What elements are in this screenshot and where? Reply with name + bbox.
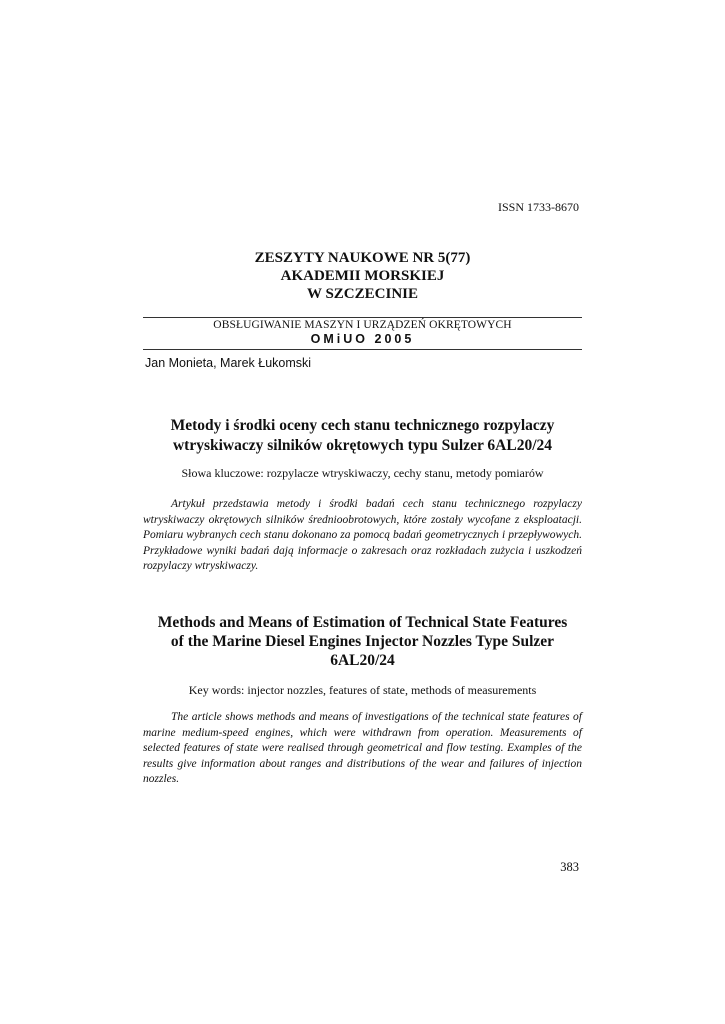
- top-rule: [143, 317, 582, 318]
- series-code: OMiUO 2005: [310, 332, 415, 346]
- journal-title-line-2: AKADEMII MORSKIEJ: [280, 268, 445, 284]
- page-number: 383: [560, 860, 579, 874]
- journal-title-line-1: ZESZYTY NAUKOWE NR 5(77): [254, 250, 471, 266]
- english-abstract: The article shows methods and means of investigations of the technical state features of marine medium-speed engines, which were withdrawn from operation. Measurements of selected features of state were realised through geometrical and flow testing. Examples of the results give information about ranges and distributions of the wear and failures of injection nozzles.: [143, 711, 582, 786]
- journal-title-line-3: W SZCZECINIE: [306, 286, 418, 302]
- polish-keywords: Słowa kluczowe: rozpylacze wtryskiwaczy, cechy stanu, metody pomiarów: [181, 466, 544, 480]
- english-title-line-3: 6AL20/24: [330, 652, 395, 669]
- polish-title-line-2: wtryskiwaczy silników okrętowych typu Sulzer 6AL20/24: [172, 437, 553, 454]
- series-name: OBSŁUGIWANIE MASZYN I URZĄDZEŃ OKRĘTOWYCH: [213, 319, 512, 331]
- authors: Jan Monieta, Marek Łukomski: [145, 356, 312, 370]
- english-keywords: Key words: injector nozzles, features of state, methods of measurements: [188, 683, 537, 697]
- bottom-rule: [143, 349, 582, 350]
- english-title-line-1: Methods and Means of Estimation of Technical State Features: [157, 614, 568, 631]
- polish-title-line-1: Metody i środki oceny cech stanu technicznego rozpylaczy: [170, 417, 555, 434]
- english-title-line-2: of the Marine Diesel Engines Injector Nozzles Type Sulzer: [170, 633, 555, 650]
- issn: ISSN 1733-8670: [497, 200, 579, 214]
- polish-abstract: Artykuł przedstawia metody i środki badań cech stanu technicznego rozpylaczy wtryskiwaczy okrętowych silników średnioobrotowych, które zostały wycofane z eksploatacji. Pomiaru wybranych cech stanu dokonano za pomocą badań geometrycznych i przepływowych. Przykładowe wyniki badań dają informacje o zakresach oraz rozkładach zużycia i uszkodzeń rozpylaczy wtryskiwaczy.: [143, 498, 582, 573]
